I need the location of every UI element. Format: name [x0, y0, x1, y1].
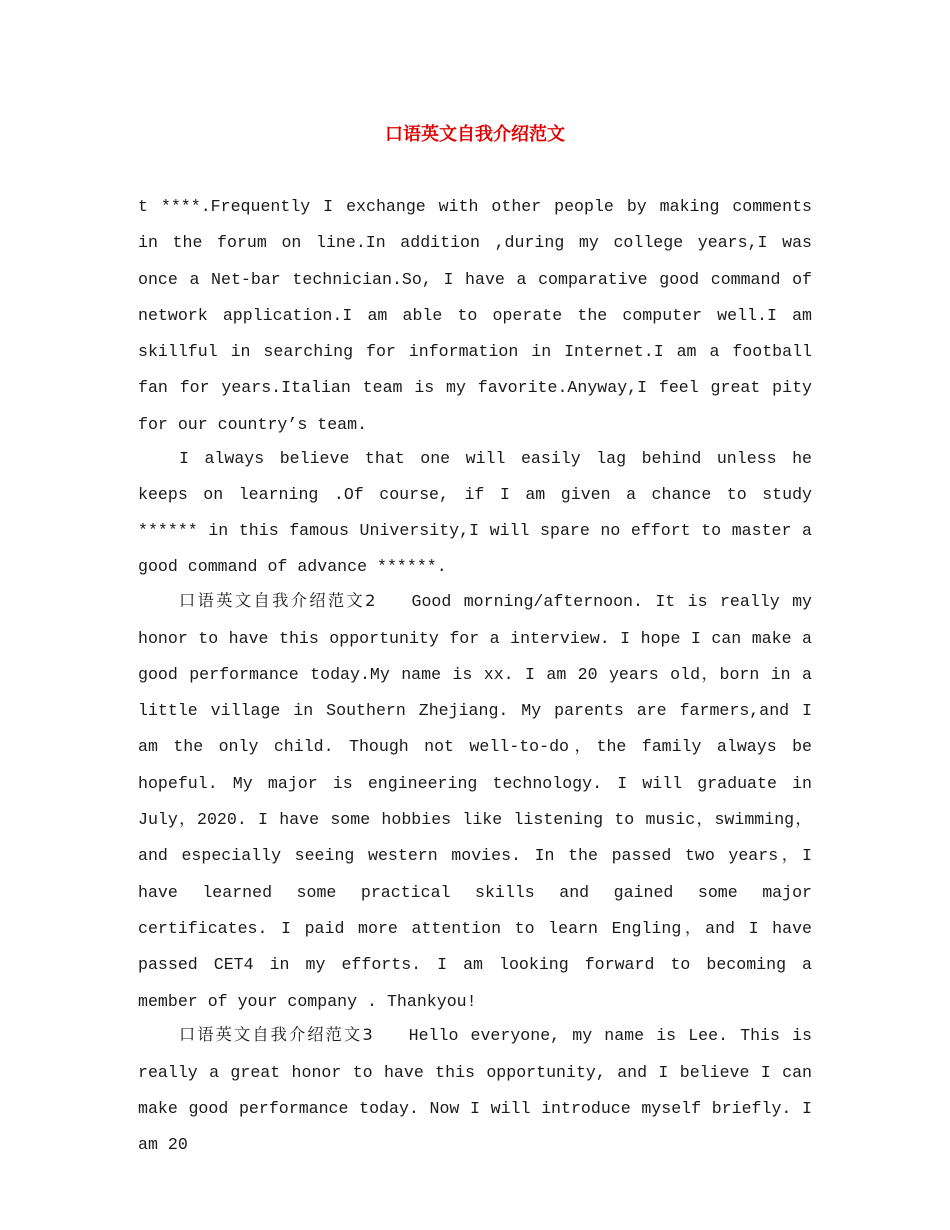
paragraph-2-text: I always believe that one will easily lag behind unless he keeps on learning .Of course, if I am given a chance to study ****** in this famous University,I will spare no effort to master a good command of advance ******. — [138, 448, 812, 577]
document-body — [138, 189, 812, 1161]
paragraph-1-text: t ****.Frequently I exchange with other people by making comments in the forum on line.In addition ,during my college years,I was once a Net-bar technician.So, I have a comparative good command of network application.I am able to operate the computer well.I am skillful in searching for information in Internet.I am a football fan for years.Italian team is my favorite.Anyway,I feel great pity for our country’s team. — [138, 197, 812, 434]
paragraph-4-text: Hello everyone, my name is Lee. This is really a great honor to have this opportunity, and I believe I can make good performance today. Now I will introduce myself briefly. I am 20 — [138, 1026, 812, 1155]
paragraph-2 — [138, 441, 812, 586]
paragraph-4 — [138, 1017, 812, 1163]
document-title: 口语英文自我介绍范文 — [385, 124, 565, 145]
paragraph-1 — [138, 189, 812, 443]
paragraph-3 — [138, 583, 812, 1020]
paragraph-3-text: Good morning/afternoon. It is really my honor to have this opportunity for a interview. I hope I can make a good performance today.My name is xx. I am 20 years old，born in a little village in Southern Zhejiang. My parents are farmers,and I am the only child. Though not well-to-do，the family always be hopeful. My major is engineering technology. I will graduate in July，2020. I have some hobbies like listening to music，swimming，and especially seeing western movies. In the passed two years，I have learned some practical skills and gained some major certificates. I paid more attention to learn Engling，and I have passed CET4 in my efforts. I am looking forward to becoming a member of your company . Thankyou! — [138, 592, 812, 1011]
paragraph-3-heading: 口语英文自我介绍范文2 — [179, 591, 376, 611]
paragraph-4-heading: 口语英文自我介绍范文3 — [179, 1025, 373, 1045]
